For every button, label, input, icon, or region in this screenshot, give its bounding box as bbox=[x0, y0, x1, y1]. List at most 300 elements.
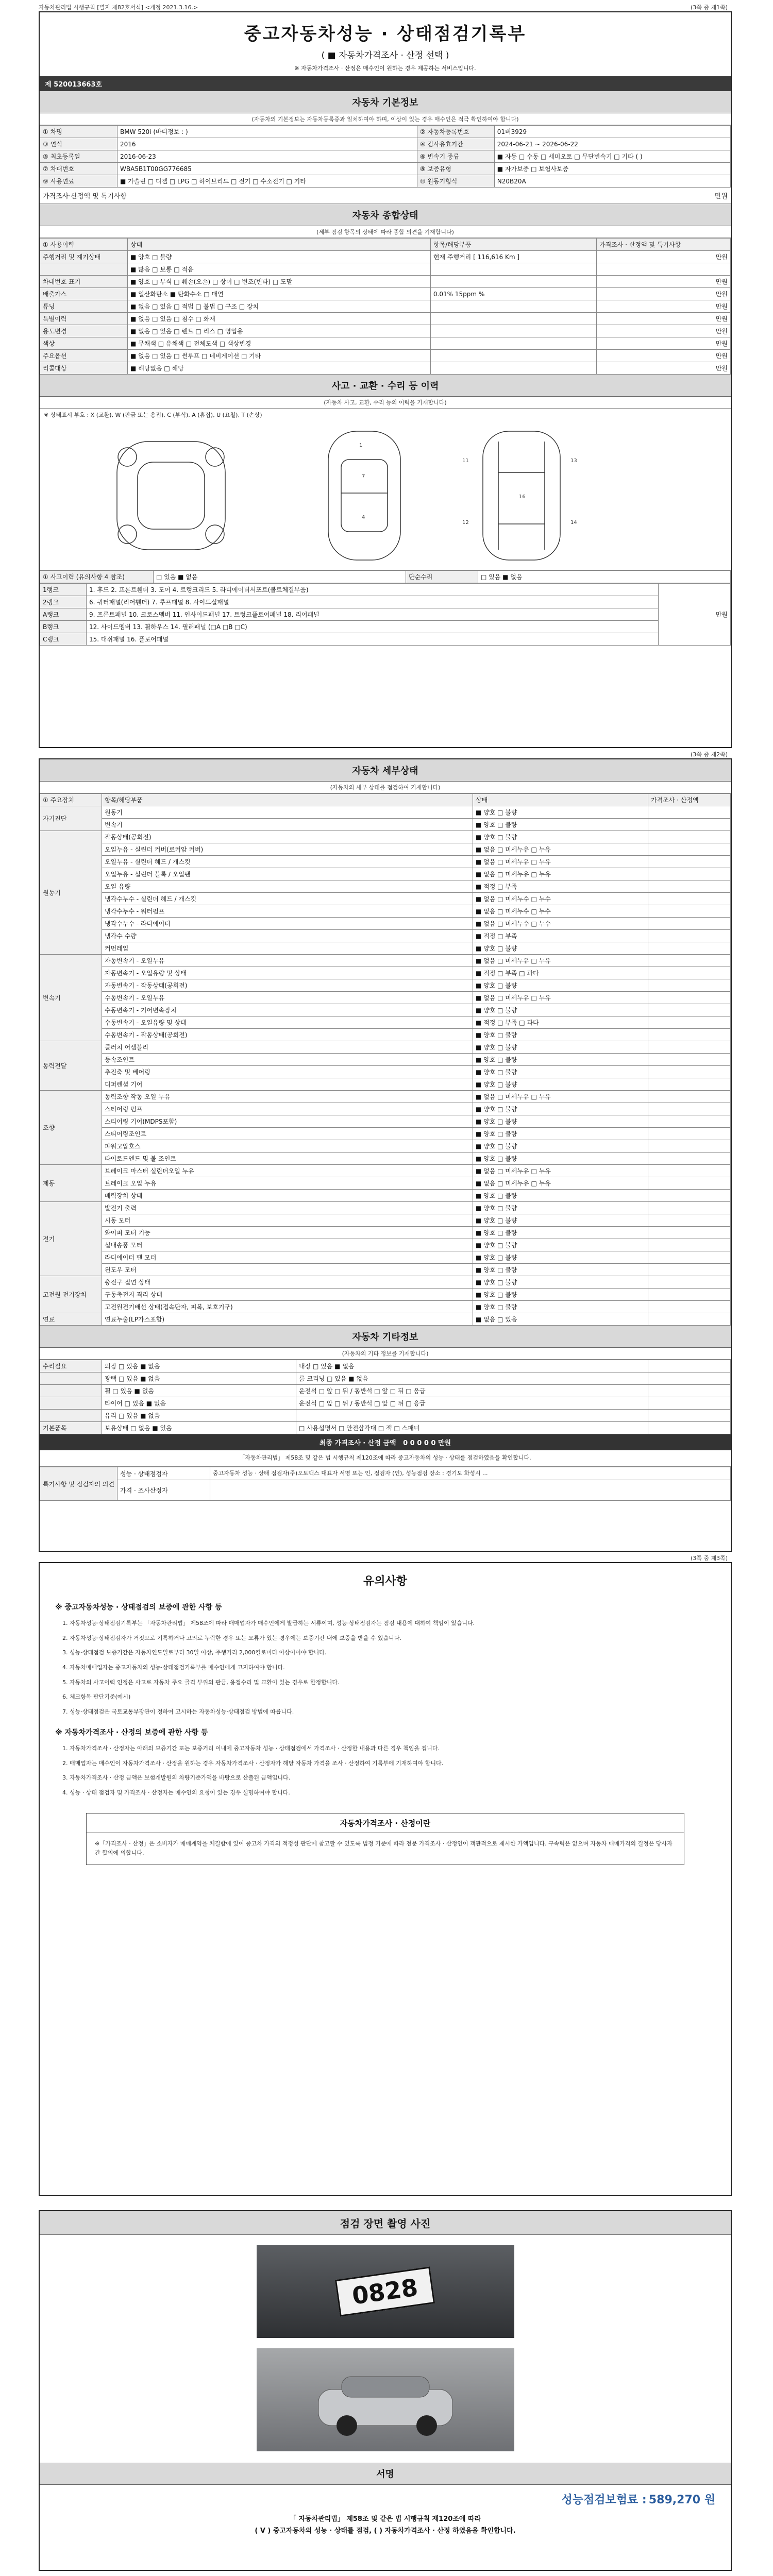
accident-rank: A랭크 bbox=[40, 608, 87, 621]
detail-row bbox=[40, 918, 731, 930]
overall-cell bbox=[40, 263, 128, 276]
detail-state: ■ 양호 □ 불량 bbox=[473, 1251, 648, 1264]
detail-row bbox=[40, 955, 731, 967]
overall-cell: 0.01% 15ppm % bbox=[430, 288, 596, 300]
detail-row bbox=[40, 819, 731, 831]
detail-state: ■ 없음 □ 미세누유 □ 누유 bbox=[473, 1091, 648, 1103]
other-cell: 유리 □ 있음 ■ 없음 bbox=[102, 1410, 296, 1422]
detail-item: 발전기 출력 bbox=[102, 1202, 473, 1214]
other-cell: 내장 □ 있음 ■ 없음 bbox=[296, 1360, 648, 1372]
detail-state: ■ 없음 □ 미세누유 □ 누유 bbox=[473, 1165, 648, 1177]
overall-cell: 만원 bbox=[597, 350, 731, 362]
form-subtitle: ( ■ 자동차가격조사 · 산정 선택 ) bbox=[321, 50, 449, 61]
accident-rank: C랭크 bbox=[40, 633, 87, 646]
detail-price bbox=[648, 1078, 731, 1091]
notice-item: 2. 자동차성능·상태점검자가 거짓으로 기록하거나 고의로 누락한 경우 또는 오류가 있는 경우에는 보증기간 내에 보증을 받을 수 있습니다. bbox=[62, 1634, 401, 1641]
overall-cell bbox=[430, 362, 596, 375]
detail-state: ■ 없음 □ 미세누유 □ 누유 bbox=[473, 955, 648, 967]
detail-status-table bbox=[40, 793, 731, 1326]
overall-row bbox=[40, 251, 731, 263]
overall-cell: ■ 양호 □ 불량 bbox=[128, 251, 431, 263]
special-a-text: 중고자동차 성능 · 상태 점검자(주)오토맥스 대표자 서명 또는 인, 점검자 (인), 성능점검 장소 : 경기도 화성시 ... bbox=[210, 1467, 731, 1480]
final-text: 「자동차관리법」 제58조 및 같은 법 시행규칙 제120조에 따라 중고자동차의 성능 · 상태를 점검하였음을 확인합니다. bbox=[40, 1450, 731, 1467]
overall-cell: ■ 없음 □ 있음 □ 적법 □ 불법 □ 구조 □ 장치 bbox=[128, 300, 431, 313]
basic-row bbox=[40, 138, 731, 150]
page-2 bbox=[39, 758, 732, 1552]
accident-history-note: (자동차 사고, 교환, 수리 등의 이력을 기재합니다) bbox=[40, 397, 731, 409]
overall-cell: 만원 bbox=[597, 251, 731, 263]
overall-row bbox=[40, 362, 731, 375]
detail-row bbox=[40, 1251, 731, 1264]
other-price bbox=[648, 1360, 731, 1372]
basic-row bbox=[40, 175, 731, 188]
detail-row bbox=[40, 1091, 731, 1103]
car-top-view bbox=[328, 431, 400, 560]
notice-list-2 bbox=[55, 1741, 715, 1801]
overall-row bbox=[40, 300, 731, 313]
notice-sub1: ※ 중고자동차성능 · 상태점검의 보증에 관한 사항 등 bbox=[55, 1603, 222, 1612]
accident-parts: 6. 쿼터패널(리어휀더) 7. 루프패널 8. 사이드실패널 bbox=[87, 596, 659, 608]
detail-item: 작동상태(공회전) bbox=[102, 831, 473, 843]
notice-title: 유의사항 bbox=[363, 1575, 407, 1588]
page-indicator: (3쪽 중 제1쪽) bbox=[691, 4, 728, 11]
svg-text:7: 7 bbox=[362, 473, 365, 479]
notice-sub2: ※ 자동차가격조사 · 산정의 보증에 관한 사항 등 bbox=[55, 1728, 208, 1737]
accident-rank: 2랭크 bbox=[40, 596, 87, 608]
detail-item: 디퍼렌셜 기어 bbox=[102, 1078, 473, 1091]
detail-state: ■ 없음 □ 미세누유 □ 누유 bbox=[473, 1177, 648, 1190]
form-legal-ref: 자동차관리법 시행규칙 [별지 제82호서식] <개정 2021.3.16.> bbox=[39, 4, 198, 11]
page-indicator-2: (3쪽 중 제2쪽) bbox=[691, 751, 728, 758]
detail-state: ■ 없음 □ 미세누수 □ 누수 bbox=[473, 905, 648, 918]
detail-row bbox=[40, 1177, 731, 1190]
detail-group: 고전원 전기장치 bbox=[40, 1276, 102, 1313]
other-cell: 외장 □ 있음 ■ 없음 bbox=[102, 1360, 296, 1372]
notice-item: 3. 성능·상태점검 보증기간은 자동차인도일로부터 30일 이상, 주행거리 2,000킬로미터 이상이어야 합니다. bbox=[62, 1649, 327, 1656]
photo-car-wrap bbox=[40, 2348, 731, 2451]
detail-price bbox=[648, 930, 731, 942]
notice-item-2: 4. 성능 · 상태 점검자 및 가격조사 · 산정자는 매수인의 요청이 있는 경우 설명하여야 합니다. bbox=[62, 1789, 290, 1796]
basic-info-title: 자동차 기본정보 bbox=[40, 91, 731, 113]
detail-state: ■ 적정 □ 부족 □ 과다 bbox=[473, 1016, 648, 1029]
detail-item: 변속기 bbox=[102, 819, 473, 831]
accident-rank: B랭크 bbox=[40, 621, 87, 633]
svg-text:14: 14 bbox=[570, 520, 577, 526]
detail-item: 등속조인트 bbox=[102, 1054, 473, 1066]
basic-value: ■ 가솔린 □ 디젤 □ LPG □ 하이브리드 □ 전기 □ 수소전기 □ 기타 bbox=[117, 175, 417, 188]
detail-item: 냉각수 수량 bbox=[102, 930, 473, 942]
detail-row bbox=[40, 1115, 731, 1128]
detail-item: 라디에이터 팬 모터 bbox=[102, 1251, 473, 1264]
detail-price bbox=[648, 1313, 731, 1326]
overall-cell: 특별이력 bbox=[40, 313, 128, 325]
overall-col-header: 상태 bbox=[128, 239, 431, 251]
overall-status-table bbox=[40, 238, 731, 375]
accident-value: □ 있음 ■ 없음 bbox=[154, 571, 406, 583]
detail-state: ■ 양호 □ 불량 bbox=[473, 1140, 648, 1153]
svg-text:4: 4 bbox=[362, 515, 365, 520]
overall-cell: ■ 일산화탄소 ■ 탄화수소 □ 매연 bbox=[128, 288, 431, 300]
svg-text:1: 1 bbox=[359, 443, 363, 448]
detail-price bbox=[648, 868, 731, 880]
detail-price bbox=[648, 1029, 731, 1041]
other-cell: 광택 □ 있음 ■ 없음 bbox=[102, 1372, 296, 1385]
detail-row bbox=[40, 1264, 731, 1276]
car-side-left bbox=[117, 442, 225, 550]
detail-row bbox=[40, 1165, 731, 1177]
overall-row bbox=[40, 325, 731, 337]
notice-item: 7. 성능·상태점검은 국토교통부장관이 정하여 고시하는 자동차성능·상태점검 방법에 따릅니다. bbox=[62, 1708, 294, 1716]
overall-row bbox=[40, 263, 731, 276]
other-row bbox=[40, 1372, 731, 1385]
detail-item: 원동기 bbox=[102, 806, 473, 819]
svg-text:11: 11 bbox=[462, 458, 469, 464]
detail-price bbox=[648, 955, 731, 967]
basic-label: ③ 연식 bbox=[40, 138, 117, 150]
detail-price bbox=[648, 1054, 731, 1066]
page-3 bbox=[39, 1562, 732, 2196]
form-title: 중고자동차성능 · 상태점검기록부 bbox=[244, 24, 527, 44]
accident-rank: 1랭크 bbox=[40, 584, 87, 596]
detail-item: 수동변속기 - 오일유량 및 상태 bbox=[102, 1016, 473, 1029]
signature-footer bbox=[40, 2513, 731, 2537]
accident-parts: 1. 후드 2. 프론트휀더 3. 도어 4. 트렁크리드 5. 라디에이터서포트(볼트체결부품) bbox=[87, 584, 659, 596]
other-cell: □ 사용설명서 □ 안전삼각대 □ 잭 □ 스패너 bbox=[296, 1422, 648, 1434]
detail-state: ■ 양호 □ 불량 bbox=[473, 1153, 648, 1165]
other-cell: 룸 크리닝 □ 있음 ■ 없음 bbox=[296, 1372, 648, 1385]
detail-item: 클러치 어셈블리 bbox=[102, 1041, 473, 1054]
detail-item: 연료누출(LP가스포함) bbox=[102, 1313, 473, 1326]
photos-title: 점검 장면 촬영 사진 bbox=[40, 2211, 731, 2235]
photo-car bbox=[257, 2348, 514, 2451]
detail-row bbox=[40, 1128, 731, 1140]
overall-cell: 색상 bbox=[40, 337, 128, 350]
detail-price bbox=[648, 806, 731, 819]
detail-state: ■ 양호 □ 불량 bbox=[473, 1066, 648, 1078]
special-notes-table bbox=[40, 1467, 731, 1501]
basic-info-table bbox=[40, 125, 731, 188]
detail-item: 브레이크 마스터 실린더오일 누유 bbox=[102, 1165, 473, 1177]
basic-label: ② 자동차등록번호 bbox=[417, 126, 494, 138]
car-diagram-area bbox=[40, 421, 731, 570]
detail-price bbox=[648, 1239, 731, 1251]
detail-price bbox=[648, 1165, 731, 1177]
overall-row bbox=[40, 313, 731, 325]
other-cell: 수리필요 bbox=[40, 1360, 102, 1372]
basic-label: ⑦ 차대번호 bbox=[40, 163, 117, 175]
overall-cell bbox=[430, 300, 596, 313]
accident-group-row bbox=[40, 584, 731, 596]
detail-price bbox=[648, 1103, 731, 1115]
other-cell bbox=[40, 1410, 102, 1422]
other-info-table bbox=[40, 1360, 731, 1434]
overall-cell: 만원 bbox=[597, 276, 731, 288]
detail-price bbox=[648, 992, 731, 1004]
basic-label: ① 차명 bbox=[40, 126, 117, 138]
detail-state: ■ 없음 □ 미세누수 □ 누수 bbox=[473, 918, 648, 930]
detail-state: ■ 없음 □ 미세누수 □ 누수 bbox=[473, 893, 648, 905]
detail-state: ■ 양호 □ 불량 bbox=[473, 1214, 648, 1227]
notice-item-2: 1. 자동차가격조사 · 산정자는 아래의 보증기간 또는 보증거리 이내에 중고자동차 성능 · 상태점검에서 가격조사 · 산정한 내용과 다른 경우 책임을 집니다. bbox=[62, 1744, 440, 1752]
detail-state: ■ 양호 □ 불량 bbox=[473, 1276, 648, 1289]
detail-row bbox=[40, 1202, 731, 1214]
detail-group: 조향 bbox=[40, 1091, 102, 1165]
other-cell bbox=[40, 1397, 102, 1410]
detail-item: 수동변속기 - 기어변속장치 bbox=[102, 1004, 473, 1016]
other-info-note: (자동차의 기타 정보를 기재합니다) bbox=[40, 1348, 731, 1360]
detail-item: 윈도우 모터 bbox=[102, 1264, 473, 1276]
accident-legend: ※ 상태표시 부호 : X (교환), W (판금 또는 용접), C (부식), A (흠집), U (요철), T (손상) bbox=[44, 412, 262, 418]
detail-row bbox=[40, 1301, 731, 1313]
detail-state: ■ 양호 □ 불량 bbox=[473, 1103, 648, 1115]
notice-item: 1. 자동차성능·상태점검기록부는 「자동차관리법」 제58조에 따라 매매업자가 매수인에게 발급하는 서류이며, 성능·상태점검자는 점검 내용에 대하여 책임이 있습니다. bbox=[62, 1620, 475, 1626]
detail-price bbox=[648, 1190, 731, 1202]
detail-row bbox=[40, 1016, 731, 1029]
detail-item: 시동 모터 bbox=[102, 1214, 473, 1227]
notice-item-2: 3. 자동차가격조사 · 산정 금액은 보험개발원의 차량기준가액을 바탕으로 산출된 금액입니다. bbox=[62, 1774, 291, 1782]
overall-cell: 만원 bbox=[597, 300, 731, 313]
detail-price bbox=[648, 942, 731, 955]
overall-cell: 주요옵션 bbox=[40, 350, 128, 362]
detail-row bbox=[40, 1029, 731, 1041]
detail-state: ■ 없음 □ 미세누유 □ 누유 bbox=[473, 992, 648, 1004]
detail-price bbox=[648, 831, 731, 843]
detail-row bbox=[40, 967, 731, 979]
detail-row bbox=[40, 1103, 731, 1115]
document-number: 제 520013663호 bbox=[40, 76, 731, 91]
other-cell: 보유상태 □ 없음 ■ 있음 bbox=[102, 1422, 296, 1434]
detail-row bbox=[40, 1214, 731, 1227]
overall-cell bbox=[430, 337, 596, 350]
basic-label: ⑩ 원동기형식 bbox=[417, 175, 494, 188]
basic-value: ■ 자가보증 □ 보험사보증 bbox=[494, 163, 730, 175]
overall-col-header: ① 사용이력 bbox=[40, 239, 128, 251]
detail-row bbox=[40, 856, 731, 868]
overall-cell bbox=[430, 263, 596, 276]
detail-state: ■ 양호 □ 불량 bbox=[473, 979, 648, 992]
detail-item: 오일누유 - 실린더 블록 / 오일팬 bbox=[102, 868, 473, 880]
detail-price bbox=[648, 1041, 731, 1054]
other-cell bbox=[40, 1385, 102, 1397]
overall-col-header: 항목/해당부품 bbox=[430, 239, 596, 251]
overall-status-title: 자동차 종합상태 bbox=[40, 204, 731, 226]
detail-state: ■ 양호 □ 불량 bbox=[473, 1202, 648, 1214]
detail-status-note: (자동차의 세부 상태를 점검하여 기재합니다) bbox=[40, 782, 731, 793]
detail-price bbox=[648, 905, 731, 918]
detail-price bbox=[648, 979, 731, 992]
overall-cell: 리콜대상 bbox=[40, 362, 128, 375]
overall-status-note: (세부 점검 항목의 상태에 따라 종합 의견을 기재합니다) bbox=[40, 226, 731, 238]
detail-item: 충전구 절연 상태 bbox=[102, 1276, 473, 1289]
other-row bbox=[40, 1360, 731, 1372]
detail-group: 연료 bbox=[40, 1313, 102, 1326]
overall-cell: 주행거리 및 계기상태 bbox=[40, 251, 128, 263]
accident-group-row bbox=[40, 608, 731, 621]
other-price bbox=[648, 1397, 731, 1410]
accident-group-row bbox=[40, 633, 731, 646]
insurance-price bbox=[40, 2485, 731, 2513]
detail-item: 자동변속기 - 오일유량 및 상태 bbox=[102, 967, 473, 979]
detail-row bbox=[40, 1153, 731, 1165]
overall-cell: ■ 없음 □ 있음 □ 썬루프 □ 네비게이션 □ 기타 bbox=[128, 350, 431, 362]
detail-price bbox=[648, 1066, 731, 1078]
price-unit: 만원 bbox=[714, 193, 728, 200]
detail-price bbox=[648, 1177, 731, 1190]
notice-item: 5. 자동차의 사고이력 인정은 사고로 자동차 주요 골격 부위의 판금, 용접수리 및 교환이 있는 경우로 한정합니다. bbox=[62, 1679, 340, 1686]
detail-state: ■ 양호 □ 불량 bbox=[473, 1128, 648, 1140]
detail-row bbox=[40, 1140, 731, 1153]
insurance-price-value: 589,270 원 bbox=[648, 2494, 715, 2506]
detail-row bbox=[40, 806, 731, 819]
overall-cell: ■ 무채색 □ 유채색 □ 전체도색 □ 색상변경 bbox=[128, 337, 431, 350]
other-price bbox=[648, 1410, 731, 1422]
detail-state: ■ 양호 □ 불량 bbox=[473, 1289, 648, 1301]
overall-cell bbox=[597, 263, 731, 276]
accident-group-row bbox=[40, 621, 731, 633]
svg-text:12: 12 bbox=[462, 520, 469, 526]
detail-item: 수동변속기 - 오일누유 bbox=[102, 992, 473, 1004]
overall-cell: 튜닝 bbox=[40, 300, 128, 313]
detail-item: 오일누유 - 실린더 헤드 / 개스킷 bbox=[102, 856, 473, 868]
detail-item: 실내송풍 모터 bbox=[102, 1239, 473, 1251]
page-photos bbox=[39, 2210, 732, 2571]
overall-cell: ■ 해당없음 □ 해당 bbox=[128, 362, 431, 375]
detail-price bbox=[648, 1264, 731, 1276]
price-label: 가격조사·산정액 및 특기사항 bbox=[43, 193, 127, 200]
form-note: ※ 자동차가격조사 · 산정은 매수인이 원하는 경우 제공하는 서비스입니다. bbox=[294, 65, 476, 72]
page-indicator-3: (3쪽 중 제3쪽) bbox=[691, 1555, 728, 1562]
basic-value: N20B20A bbox=[494, 175, 730, 188]
overall-cell: 용도변경 bbox=[40, 325, 128, 337]
detail-item: 스티어링조인트 bbox=[102, 1128, 473, 1140]
overall-cell bbox=[430, 325, 596, 337]
detail-price bbox=[648, 1251, 731, 1264]
detail-row bbox=[40, 1313, 731, 1326]
detail-state: ■ 없음 □ 미세누유 □ 누유 bbox=[473, 868, 648, 880]
detail-group: 원동기 bbox=[40, 831, 102, 955]
basic-value: WBA5B1T00GG776685 bbox=[117, 163, 417, 175]
accident-label: ① 사고이력 (유의사항 4 참조) bbox=[40, 571, 154, 583]
accident-parts: 15. 대쉬패널 16. 플로어패널 bbox=[87, 633, 659, 646]
detail-price bbox=[648, 1202, 731, 1214]
detail-state: ■ 없음 □ 있음 bbox=[473, 1313, 648, 1326]
detail-group: 동력전달 bbox=[40, 1041, 102, 1091]
detail-item: 동력조향 작동 오일 누유 bbox=[102, 1091, 473, 1103]
basic-label: ⑥ 변속기 종류 bbox=[417, 150, 494, 163]
svg-text:16: 16 bbox=[519, 494, 526, 500]
detail-price bbox=[648, 893, 731, 905]
detail-row bbox=[40, 1078, 731, 1091]
final-price-bar bbox=[40, 1434, 731, 1450]
other-row bbox=[40, 1397, 731, 1410]
basic-label: ⑧ 보증유형 bbox=[417, 163, 494, 175]
detail-price bbox=[648, 1140, 731, 1153]
detail-row bbox=[40, 1054, 731, 1066]
detail-row bbox=[40, 992, 731, 1004]
pricing-info-box bbox=[86, 1813, 684, 1865]
detail-row bbox=[40, 868, 731, 880]
other-row bbox=[40, 1385, 731, 1397]
notice-list bbox=[55, 1616, 715, 1720]
detail-state: ■ 적정 □ 부족 bbox=[473, 930, 648, 942]
insurance-price-label: 성능점검보험료 : bbox=[561, 2494, 647, 2506]
overall-row bbox=[40, 350, 731, 362]
overall-row bbox=[40, 276, 731, 288]
detail-state: ■ 적정 □ 부족 bbox=[473, 880, 648, 893]
photo-plate bbox=[257, 2245, 514, 2338]
detail-item: 스티어링 펌프 bbox=[102, 1103, 473, 1115]
basic-value: ■ 자동 □ 수동 □ 세미오토 □ 무단변속기 □ 기타 ( ) bbox=[494, 150, 730, 163]
other-cell bbox=[40, 1372, 102, 1385]
detail-item: 수동변속기 - 작동상태(공회전) bbox=[102, 1029, 473, 1041]
other-cell: 기본품목 bbox=[40, 1422, 102, 1434]
detail-item: 브레이크 오일 누유 bbox=[102, 1177, 473, 1190]
detail-price bbox=[648, 1153, 731, 1165]
detail-row bbox=[40, 893, 731, 905]
basic-label: ④ 검사유효기간 bbox=[417, 138, 494, 150]
detail-price bbox=[648, 880, 731, 893]
detail-state: ■ 양호 □ 불량 bbox=[473, 1239, 648, 1251]
basic-value: 2024-06-21 ~ 2026-06-22 bbox=[494, 138, 730, 150]
detail-item: 냉각수누수 - 실린더 헤드 / 개스킷 bbox=[102, 893, 473, 905]
special-label: 특기사항 및 점검자의 의견 bbox=[40, 1467, 117, 1501]
overall-cell: 차대번호 표기 bbox=[40, 276, 128, 288]
detail-price bbox=[648, 967, 731, 979]
detail-item: 자동변속기 - 오일누유 bbox=[102, 955, 473, 967]
detail-price bbox=[648, 843, 731, 856]
pricing-box-text: ※「가격조사 · 산정」은 소비자가 매매계약을 체결함에 있어 중고차 가격의 적정성 판단에 참고할 수 있도록 법정 기준에 따라 전문 가격조사 · 산정인이 객관적으로 제시한 가액입니다. 구속력은 없으며 자동차 매매가격의 결정은 당사자 간 합의에 의합니다. bbox=[95, 1840, 673, 1857]
notice-item: 4. 자동차매매업자는 중고자동차의 성능·상태점검기록부를 매수인에게 고지하여야 합니다. bbox=[62, 1664, 285, 1671]
detail-row bbox=[40, 942, 731, 955]
overall-cell: 만원 bbox=[597, 288, 731, 300]
detail-item: 냉각수누수 - 라디에이터 bbox=[102, 918, 473, 930]
other-price bbox=[648, 1385, 731, 1397]
overall-cell: ■ 없음 □ 있음 □ 침수 □ 화재 bbox=[128, 313, 431, 325]
repair-value: □ 있음 ■ 없음 bbox=[478, 571, 731, 583]
detail-item: 스티어링 기어(MDPS포함) bbox=[102, 1115, 473, 1128]
overall-col-header: 가격조사 · 산정액 및 특기사항 bbox=[597, 239, 731, 251]
detail-state: ■ 없음 □ 미세누유 □ 누유 bbox=[473, 856, 648, 868]
detail-group: 변속기 bbox=[40, 955, 102, 1041]
overall-cell: 만원 bbox=[597, 362, 731, 375]
detail-group: 제동 bbox=[40, 1165, 102, 1202]
repair-label: 단순수리 bbox=[406, 571, 478, 583]
other-price bbox=[648, 1422, 731, 1434]
detail-price bbox=[648, 1128, 731, 1140]
car-photo-illustration bbox=[257, 2348, 514, 2451]
detail-state: ■ 양호 □ 불량 bbox=[473, 942, 648, 955]
detail-col-header: 상태 bbox=[473, 794, 648, 806]
overall-cell: ■ 없음 □ 있음 □ 렌트 □ 리스 □ 영업용 bbox=[128, 325, 431, 337]
detail-state: ■ 양호 □ 불량 bbox=[473, 819, 648, 831]
car-diagram bbox=[40, 421, 731, 570]
signature-title: 서명 bbox=[40, 2463, 731, 2485]
detail-row bbox=[40, 1276, 731, 1289]
page-1 bbox=[39, 11, 732, 748]
overall-cell bbox=[430, 350, 596, 362]
detail-state: ■ 양호 □ 불량 bbox=[473, 1041, 648, 1054]
detail-state: ■ 양호 □ 불량 bbox=[473, 1115, 648, 1128]
detail-row bbox=[40, 843, 731, 856]
basic-row bbox=[40, 126, 731, 138]
detail-item: 파워고압호스 bbox=[102, 1140, 473, 1153]
detail-state: ■ 양호 □ 불량 bbox=[473, 806, 648, 819]
notice-item: 6. 체크항목 판단기준(예시) bbox=[62, 1693, 131, 1701]
accident-parts: 9. 프론트패널 10. 크로스멤버 11. 인사이드패널 17. 트렁크플로어패널 18. 리어패널 bbox=[87, 608, 659, 621]
detail-row bbox=[40, 905, 731, 918]
basic-label: ⑨ 사용연료 bbox=[40, 175, 117, 188]
detail-state: ■ 없음 □ 미세누유 □ 누유 bbox=[473, 843, 648, 856]
